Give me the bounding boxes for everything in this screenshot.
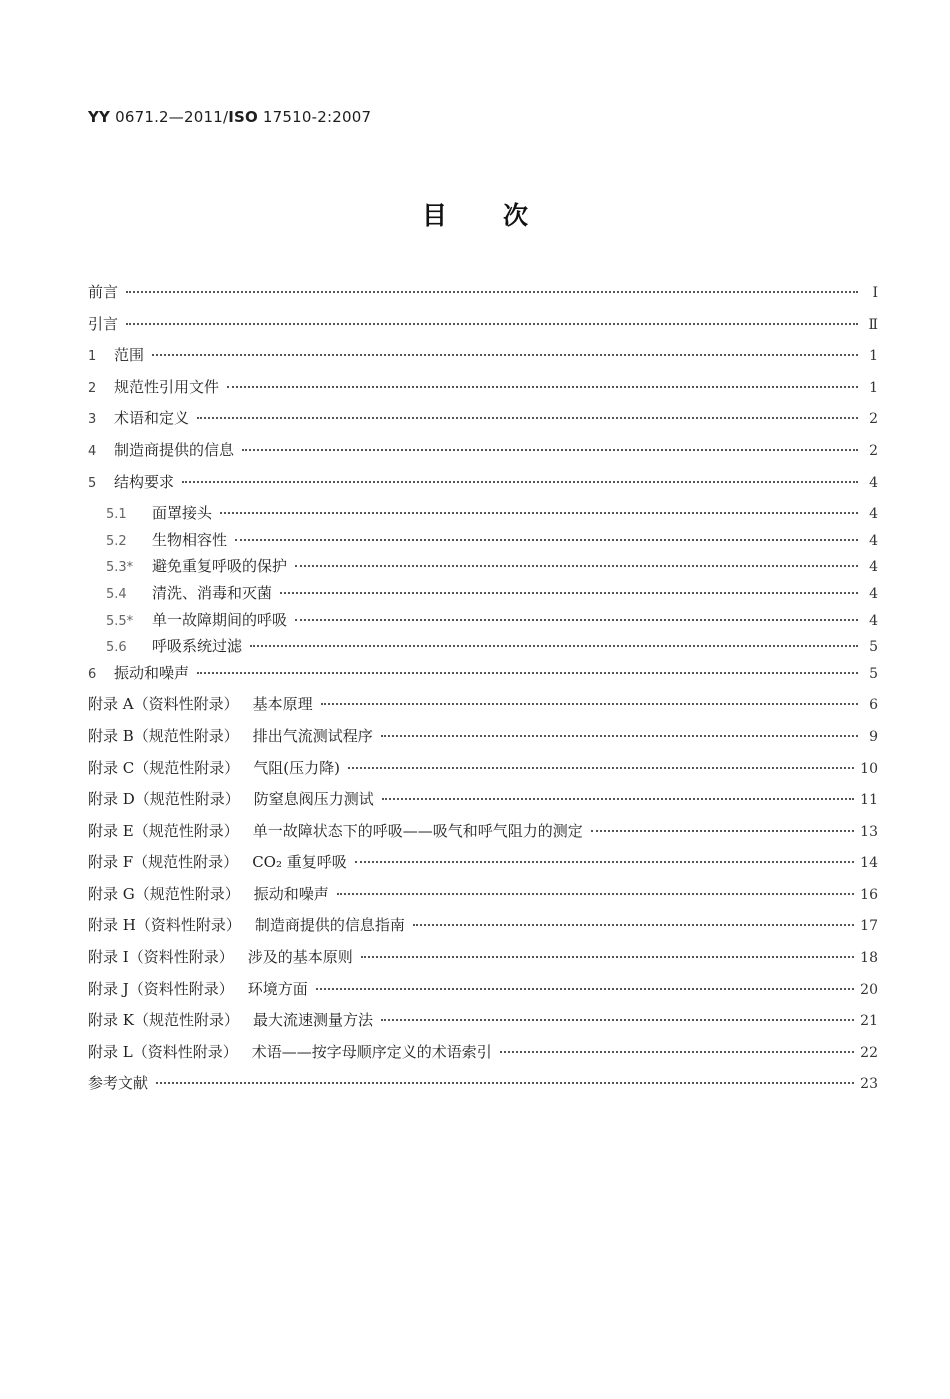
toc-entry-number: 5.2: [106, 533, 127, 549]
toc-entry-page: 9: [869, 728, 878, 745]
toc-entry-introduction[interactable]: [88, 313, 878, 345]
annex-prefix: 附录 C（规范性附录）: [88, 758, 240, 777]
dot-leader: [413, 924, 854, 926]
toc-entry-page: 10: [860, 760, 878, 777]
toc-entry-label: 振动和噪声: [114, 663, 190, 682]
toc-entry-page: 4: [869, 585, 878, 602]
standard-prefix: YY: [88, 108, 111, 126]
toc-annex-b[interactable]: [88, 725, 878, 757]
annex-prefix: 附录 J（资料性附录）: [88, 979, 234, 998]
dot-leader: [500, 1051, 854, 1053]
toc-entry-page: 4: [869, 506, 878, 523]
toc-entry-page: 18: [860, 950, 878, 967]
dot-leader: [348, 767, 854, 769]
toc-entry-page: 20: [860, 981, 878, 998]
toc-entry-label: 避免重复呼吸的保护: [152, 557, 288, 576]
toc-subentry-cleaning-sterilization[interactable]: [88, 582, 878, 609]
annex-prefix: 附录 K（规范性附录）: [88, 1011, 239, 1030]
toc-subentry-mask-connector[interactable]: [88, 502, 878, 529]
toc-entry-page: 21: [860, 1013, 878, 1030]
toc-annex-l[interactable]: [88, 1041, 878, 1073]
toc-annex-k[interactable]: [88, 1009, 878, 1041]
toc-subentry-breathing-filter[interactable]: [88, 635, 878, 662]
toc-entry-number: 5.1: [106, 507, 127, 523]
toc-entry-page: 5: [869, 665, 878, 682]
toc-entry-page: 6: [869, 697, 878, 714]
toc-entry-page: 17: [860, 918, 878, 935]
annex-title: 气阻(压力降): [253, 758, 340, 777]
annex-prefix: 附录 I（资料性附录）: [88, 948, 234, 967]
toc-entry-number: 5.4: [106, 586, 127, 602]
annex-title: 单一故障状态下的呼吸——吸气和呼气阻力的测定: [252, 821, 583, 840]
annex-title: 术语——按字母顺序定义的术语索引: [251, 1042, 492, 1061]
toc-entry-page: 16: [860, 886, 878, 903]
toc-entry-number: 5: [88, 475, 97, 491]
dot-leader: [295, 619, 858, 621]
toc-entry-label: 参考文献: [88, 1074, 149, 1093]
toc-entry-vibration-noise[interactable]: [88, 662, 878, 694]
dot-leader: [126, 323, 858, 325]
toc-entry-label: 范围: [114, 346, 145, 365]
toc-entry-page: Ⅱ: [868, 316, 878, 333]
toc-entry-label: 制造商提供的信息: [114, 440, 235, 459]
toc-entry-bibliography[interactable]: [88, 1072, 878, 1104]
toc-annex-j[interactable]: [88, 978, 878, 1010]
annex-title: 振动和噪声: [253, 884, 329, 903]
toc-entry-normative-references[interactable]: [88, 376, 878, 408]
dot-leader: [182, 481, 858, 483]
annex-title: 防窒息阀压力测试: [253, 790, 374, 809]
dot-leader: [126, 291, 858, 293]
toc-subentry-rebreathing-protection[interactable]: [88, 555, 878, 582]
annex-prefix: 附录 A（资料性附录）: [88, 695, 239, 714]
toc-annex-i[interactable]: [88, 946, 878, 978]
dot-leader: [361, 956, 854, 958]
annex-prefix: 附录 E（规范性附录）: [88, 821, 239, 840]
annex-title: 基本原理: [252, 695, 313, 714]
toc-entry-label: 呼吸系统过滤: [152, 637, 243, 656]
dot-leader: [382, 798, 854, 800]
dot-leader: [220, 512, 858, 514]
toc-entry-page: 4: [869, 612, 878, 629]
dot-leader: [591, 830, 854, 832]
toc-entry-number: 4: [88, 443, 97, 459]
iso-prefix: ISO: [228, 108, 258, 126]
annex-prefix: 附录 F（规范性附录）: [88, 853, 239, 872]
annex-prefix: 附录 L（资料性附录）: [88, 1042, 238, 1061]
toc-annex-h[interactable]: [88, 914, 878, 946]
toc-entry-number: 1: [88, 349, 97, 365]
standard-number: 0671.2—2011/: [110, 108, 229, 126]
toc-entry-number: 5.3*: [106, 560, 134, 576]
toc-entry-label: 结构要求: [114, 472, 175, 491]
toc-entry-number: 5.6: [106, 640, 127, 656]
dot-leader: [321, 703, 858, 705]
toc-entry-page: 22: [860, 1044, 878, 1061]
dot-leader: [197, 417, 858, 419]
toc-subentry-single-fault-breathing[interactable]: [88, 609, 878, 636]
dot-leader: [355, 861, 854, 863]
annex-prefix: 附录 H（资料性附录）: [88, 916, 241, 935]
dot-leader: [242, 449, 858, 451]
dot-leader: [235, 539, 858, 541]
toc-entry-scope[interactable]: [88, 344, 878, 376]
dot-leader: [337, 893, 854, 895]
toc-entry-page: 14: [860, 855, 878, 872]
annex-title: 涉及的基本原则: [247, 948, 353, 967]
toc-entry-label: 清洗、消毒和灭菌: [152, 583, 273, 602]
toc-entry-page: Ⅰ: [872, 285, 878, 301]
dot-leader: [250, 645, 858, 647]
dot-leader: [280, 592, 858, 594]
toc-subentry-biocompatibility[interactable]: [88, 529, 878, 556]
toc-entry-page: 23: [860, 1076, 878, 1093]
page-title: 目次: [421, 201, 584, 230]
dot-leader: [156, 1082, 854, 1084]
toc-entry-page: 2: [869, 411, 878, 428]
toc-entry-terms-definitions[interactable]: [88, 407, 878, 439]
dot-leader: [227, 386, 858, 388]
annex-title: 最大流速测量方法: [252, 1011, 373, 1030]
toc-entry-number: 3: [88, 412, 97, 428]
dot-leader: [381, 735, 858, 737]
toc-entry-page: 4: [869, 559, 878, 576]
annex-prefix: 附录 D（规范性附录）: [88, 790, 240, 809]
toc-entry-number: 6: [88, 666, 97, 682]
toc-entry-label: 术语和定义: [114, 409, 190, 428]
toc-annex-e[interactable]: [88, 820, 878, 852]
dot-leader: [316, 988, 854, 990]
toc-entry-number: 5.5*: [106, 613, 134, 629]
table-of-contents: [88, 281, 878, 1104]
toc-entry-page: 4: [869, 474, 878, 491]
toc-entry-label: 规范性引用文件: [114, 377, 220, 396]
toc-annex-c[interactable]: [88, 757, 878, 789]
toc-annex-a[interactable]: [88, 693, 878, 725]
toc-annex-f[interactable]: [88, 851, 878, 883]
toc-entry-page: 1: [869, 348, 878, 365]
toc-entry-label: 引言: [88, 314, 119, 333]
annex-title: 排出气流测试程序: [252, 726, 373, 745]
toc-entry-label: 生物相容性: [152, 530, 228, 549]
toc-entry-page: 13: [860, 823, 878, 840]
toc-entry-page: 1: [869, 379, 878, 396]
toc-entry-page: 2: [869, 442, 878, 459]
annex-title: CO₂ 重复呼吸: [252, 853, 347, 872]
annex-title: 环境方面: [247, 979, 308, 998]
annex-title: 制造商提供的信息指南: [254, 916, 405, 935]
iso-number: 17510-2:2007: [257, 108, 372, 126]
annex-prefix: 附录 G（规范性附录）: [88, 884, 240, 903]
toc-entry-foreword[interactable]: [88, 281, 878, 313]
standard-code-header: [88, 108, 371, 126]
toc-entry-construction-requirements[interactable]: [88, 471, 878, 503]
toc-annex-g[interactable]: [88, 883, 878, 915]
toc-entry-page: 4: [869, 532, 878, 549]
toc-entry-number: 2: [88, 380, 97, 396]
toc-annex-d[interactable]: [88, 788, 878, 820]
toc-entry-label: 单一故障期间的呼吸: [152, 610, 288, 629]
toc-entry-page: 11: [860, 792, 878, 809]
dot-leader: [381, 1019, 854, 1021]
annex-prefix: 附录 B（规范性附录）: [88, 726, 239, 745]
toc-entry-manufacturer-info[interactable]: [88, 439, 878, 471]
toc-entry-page: 5: [869, 639, 878, 656]
dot-leader: [295, 565, 858, 567]
dot-leader: [152, 354, 858, 356]
toc-entry-label: 前言: [88, 283, 119, 301]
toc-entry-label: 面罩接头: [152, 504, 213, 523]
dot-leader: [197, 672, 858, 674]
